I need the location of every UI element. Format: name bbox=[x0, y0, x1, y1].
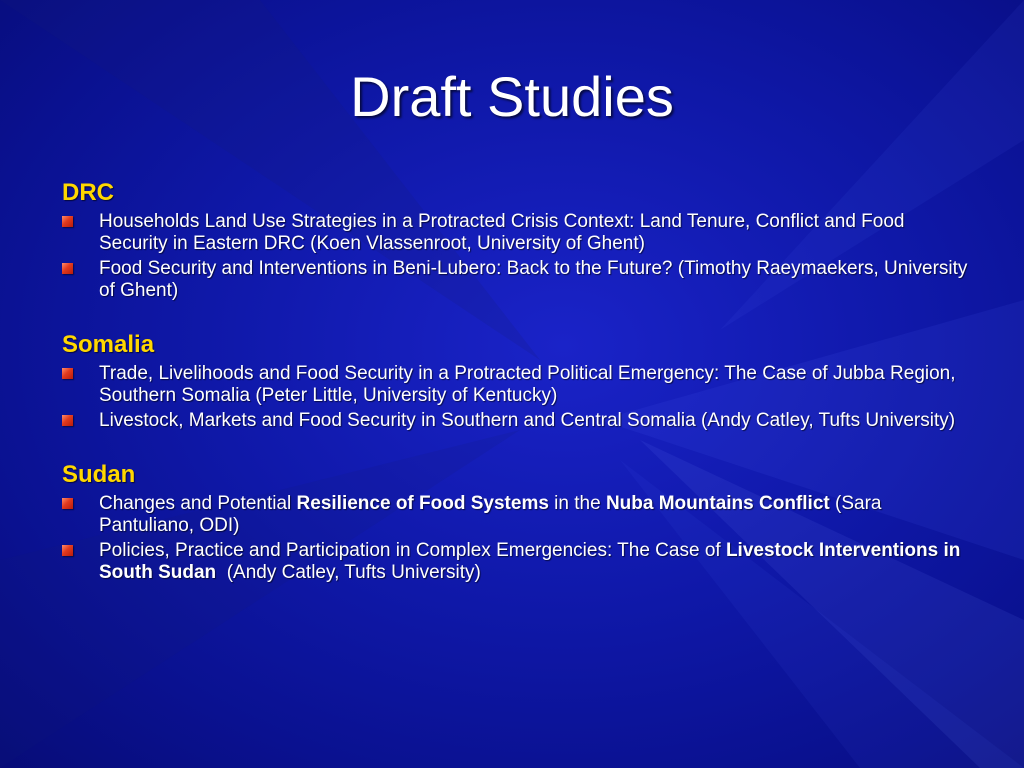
text-segment: (Andy Catley, Tufts University) bbox=[216, 562, 481, 583]
text-segment: Changes and Potential bbox=[99, 493, 297, 514]
section-somalia bbox=[62, 330, 972, 432]
section-heading-somalia: Somalia bbox=[62, 331, 155, 358]
section-heading-drc: DRC bbox=[62, 179, 114, 206]
square-bullet-icon bbox=[62, 263, 73, 274]
content-body bbox=[62, 178, 972, 612]
list-item-text: Trade, Livelihoods and Food Security in a Protracted Political Emergency: The Case of Jubba Region, Southern Somalia (Peter Little, University of Kentucky) bbox=[99, 363, 956, 406]
list-item bbox=[62, 493, 972, 537]
section-drc bbox=[62, 178, 972, 302]
square-bullet-icon bbox=[62, 498, 73, 509]
list-item bbox=[62, 540, 972, 584]
list-item-text: Livestock, Markets and Food Security in Southern and Central Somalia (Andy Catley, Tufts University) bbox=[99, 410, 956, 431]
square-bullet-icon bbox=[62, 415, 73, 426]
list-item-text: Food Security and Interventions in Beni-Lubero: Back to the Future? (Timothy Raeymaekers, University of Ghent) bbox=[99, 258, 968, 301]
list-item-text bbox=[99, 493, 881, 536]
text-segment: in the bbox=[548, 493, 606, 514]
section-sudan bbox=[62, 460, 972, 584]
section-heading-sudan: Sudan bbox=[62, 461, 136, 488]
list-item-text bbox=[99, 540, 960, 583]
bold-text-segment: Resilience of Food Systems bbox=[296, 493, 549, 514]
square-bullet-icon bbox=[62, 216, 73, 227]
bold-text-segment: Nuba Mountains Conflict bbox=[605, 493, 830, 514]
text-segment: (Sara Pantuliano, ODI) bbox=[99, 493, 882, 536]
list-item bbox=[62, 211, 972, 255]
bold-text-segment: Livestock Interventions in South Sudan bbox=[99, 540, 961, 583]
page-title: Draft Studies bbox=[350, 65, 674, 128]
text-segment: Policies, Practice and Participation in Complex Emergencies: The Case of bbox=[99, 540, 726, 561]
list-item bbox=[62, 363, 972, 407]
list-item-text: Households Land Use Strategies in a Protracted Crisis Context: Land Tenure, Conflict and Food Security in Eastern DRC (Koen Vlassenroot, University of Ghent) bbox=[99, 211, 905, 254]
list-item bbox=[62, 410, 972, 432]
list-item bbox=[62, 258, 972, 302]
square-bullet-icon bbox=[62, 545, 73, 556]
square-bullet-icon bbox=[62, 368, 73, 379]
